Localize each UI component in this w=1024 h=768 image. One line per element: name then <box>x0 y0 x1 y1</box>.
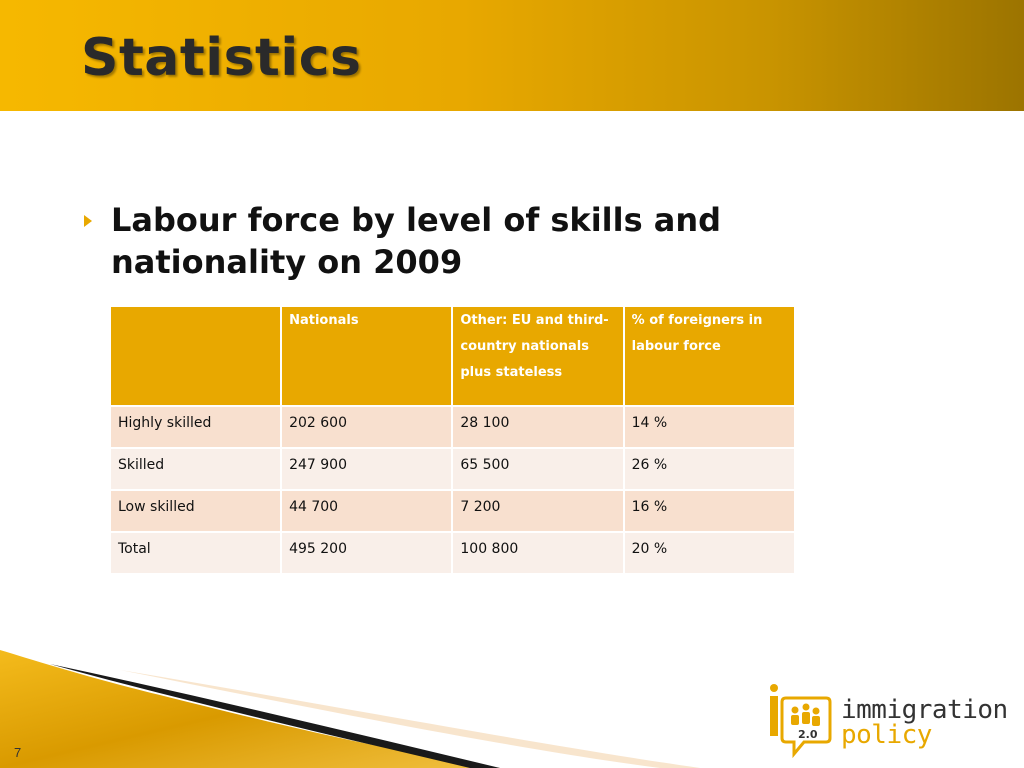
page-number: 7 <box>14 745 22 760</box>
bullet-text: Labour force by level of skills and nationality on 2009 <box>111 201 722 281</box>
table-row <box>111 491 794 533</box>
table-cell: 14 % <box>625 407 794 449</box>
table-cell: 65 500 <box>453 449 624 491</box>
table-cell: Skilled <box>111 449 282 491</box>
header-cell-empty <box>111 307 282 407</box>
table-cell: 100 800 <box>453 533 624 575</box>
header-cell-percent: % of foreigners in labour force <box>625 307 794 407</box>
table-cell: 28 100 <box>453 407 624 449</box>
table-row <box>111 449 794 491</box>
logo-version: 2.0 <box>798 728 818 741</box>
table-row <box>111 407 794 449</box>
immigration-policy-logo <box>764 682 1008 762</box>
table-cell: 7 200 <box>453 491 624 533</box>
table-header-row <box>111 307 794 407</box>
logo-mark-icon <box>764 682 836 762</box>
slide-title: Statistics <box>81 28 362 88</box>
header-cell-nationals: Nationals <box>282 307 453 407</box>
logo-word-immigration: immigration <box>841 695 1008 725</box>
table-cell: Total <box>111 533 282 575</box>
header-cell-other: Other: EU and third-country nationals plus stateless <box>453 307 624 407</box>
bullet-arrow-icon <box>84 215 92 227</box>
table-cell: 20 % <box>625 533 794 575</box>
table-cell: Highly skilled <box>111 407 282 449</box>
labour-force-table <box>111 307 794 575</box>
table-cell: 44 700 <box>282 491 453 533</box>
table-cell: 26 % <box>625 449 794 491</box>
table-cell: 495 200 <box>282 533 453 575</box>
table-cell: 247 900 <box>282 449 453 491</box>
table-cell: Low skilled <box>111 491 282 533</box>
logo-word-policy: policy <box>841 720 932 750</box>
table-cell: 202 600 <box>282 407 453 449</box>
table-row <box>111 533 794 575</box>
table-cell: 16 % <box>625 491 794 533</box>
